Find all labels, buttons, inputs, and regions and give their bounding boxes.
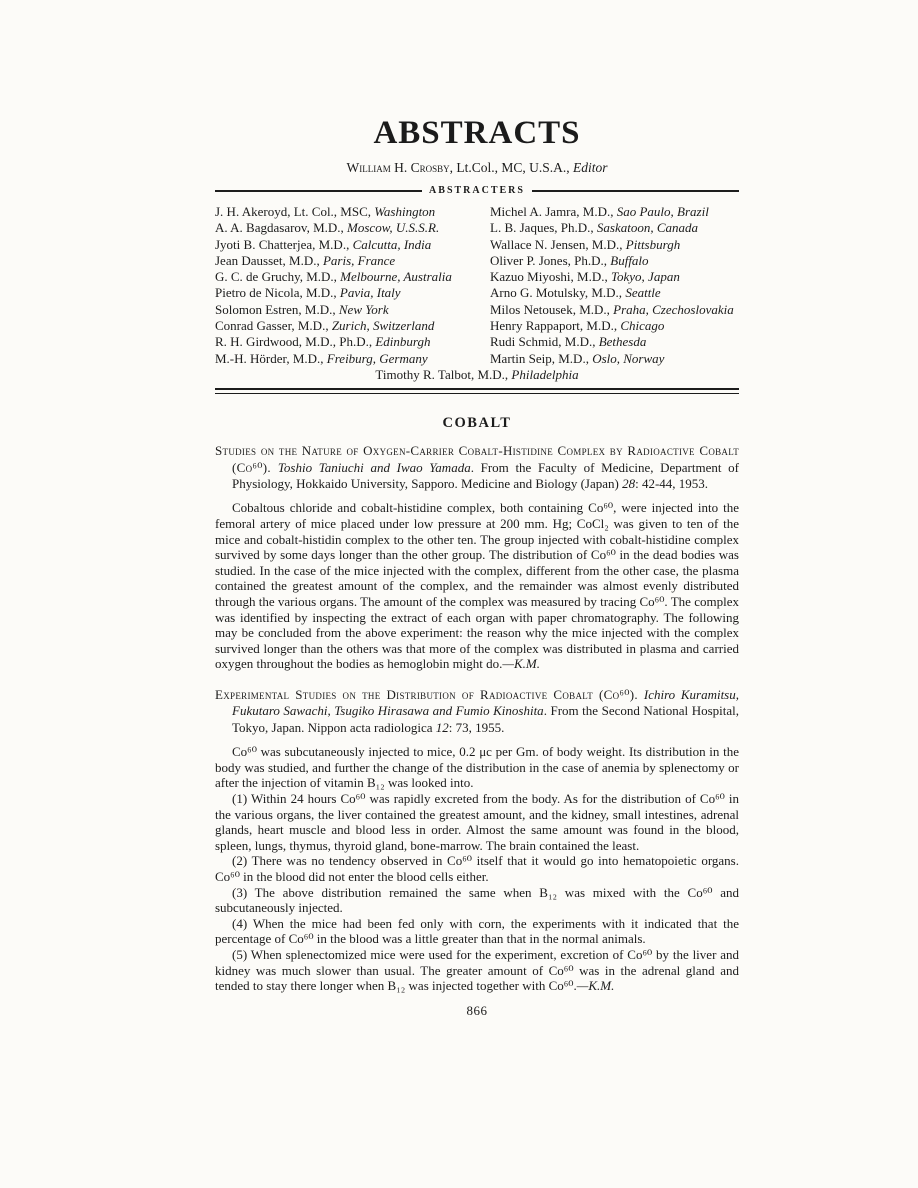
abstracter-row: Pietro de Nicola, M.D., Pavia, Italy [215, 285, 401, 301]
abstract-attribution: —K.M. [502, 656, 540, 672]
abstract-source: . From the Second National Hospital, Tokyo, Japan. Nippon acta radiologica [232, 703, 739, 735]
divider-double-rule [215, 388, 739, 394]
abstracter-row: A. A. Bagdasarov, M.D., Moscow, U.S.S.R. [215, 220, 440, 236]
editor-name: William H. Crosby [346, 160, 450, 175]
abstract-paragraph: (4) When the mice had been fed only with corn, the experiments with it indicated that the percentage of Co⁶⁰ in the blood was a little greater than that in the normal animals. [215, 915, 739, 947]
abstracter-row: Wallace N. Jensen, M.D., Pittsburgh [490, 236, 681, 252]
abstracter-row: Arno G. Motulsky, M.D., Seattle [490, 285, 661, 301]
abstracter-row: Conrad Gasser, M.D., Zurich, Switzerland [215, 318, 435, 334]
page-number: 866 [466, 1002, 488, 1018]
abstracters-column-left [215, 204, 480, 367]
abstract-title [215, 687, 739, 736]
abstracter-row: Milos Netousek, M.D., Praha, Czechoslovakia [490, 301, 734, 317]
page-content [215, 0, 739, 1019]
abstract-attribution: —K.M. [576, 978, 615, 994]
abstracter-row: Solomon Estren, M.D., New York [215, 301, 389, 317]
abstract-volume: 12 [435, 719, 449, 735]
abstracters-list [215, 204, 739, 367]
section-heading: COBALT [442, 415, 512, 432]
editor-role: Editor [573, 160, 608, 175]
abstracter-row: G. C. de Gruchy, M.D., Melbourne, Australia [215, 269, 452, 285]
abstracter-row-center: Timothy R. Talbot, M.D., Philadelphia [375, 366, 579, 382]
abstract-paragraph: Co⁶⁰ was subcutaneously injected to mice, 0.2 μc per Gm. of body weight. Its distribution in the body was studied, and further the change of the distribution in the case of anemia by splenectomy or after the injection of vitamin B₁₂ was looked into. [215, 744, 739, 791]
abstracter-row: Henry Rappaport, M.D., Chicago [490, 318, 665, 334]
abstract-citation: : 42-44, 1953. [635, 476, 709, 492]
abstract-entry [215, 443, 739, 672]
abstracter-row: Kazuo Miyoshi, M.D., Tokyo, Japan [490, 269, 680, 285]
abstract-paragraph: (3) The above distribution remained the same when B₁₂ was mixed with the Co⁶⁰ and subcutaneously injected. [215, 884, 739, 916]
abstracter-row: M.-H. Hörder, M.D., Freiburg, Germany [215, 350, 428, 366]
abstracter-row: R. H. Girdwood, M.D., Ph.D., Edinburgh [215, 334, 431, 350]
abstract-authors: Toshio Taniuchi and Iwao Yamada [277, 459, 471, 475]
abstracter-row: Martin Seip, M.D., Oslo, Norway [490, 350, 665, 366]
abstract-authors: Ichiro Kuramitsu, Fukutaro Sawachi, Tsugiko Hirasawa and Fumio Kinoshita [232, 687, 739, 719]
abstracter-row: Rudi Schmid, M.D., Bethesda [490, 334, 647, 350]
abstract-title-text: Studies on the Nature of Oxygen-Carrier Cobalt-Histidine Complex by Radioactive Cobalt (Co⁶⁰). [215, 443, 739, 475]
abstract-paragraph: (5) When splenectomized mice were used for the experiment, excretion of Co⁶⁰ by the liver and kidney was much slower than usual. The greater amount of Co⁶⁰ was in the adrenal gland and tended to stay there longer when B₁₂ was injected together with Co⁶⁰.—K.M. [215, 946, 739, 994]
abstract-entry [215, 687, 739, 994]
abstracters-column-right [480, 204, 739, 367]
page-title: ABSTRACTS [373, 115, 581, 151]
abstracter-row: Michel A. Jamra, M.D., Sao Paulo, Brazil [490, 204, 709, 219]
abstracter-row: L. B. Jaques, Ph.D., Saskatoon, Canada [490, 220, 699, 236]
abstract-title-text: Experimental Studies on the Distribution of Radioactive Cobalt (Co⁶⁰). [215, 687, 644, 703]
abstracter-row: Jean Dausset, M.D., Paris, France [215, 252, 396, 268]
abstract-paragraph: (2) There was no tendency observed in Co⁶⁰ itself that it would go into hematopoietic organs. Co⁶⁰ in the blood did not enter the blood cells either. [215, 853, 739, 884]
abstracter-row: Oliver P. Jones, Ph.D., Buffalo [490, 252, 649, 268]
abstracters-label: ABSTRACTERS [429, 185, 525, 196]
abstract-volume: 28 [622, 476, 636, 492]
abstract-title [215, 443, 739, 492]
abstract-source: . From the Faculty of Medicine, Department of Physiology, Hokkaido University, Sapporo. Medicine and Biology (Japan) [232, 459, 739, 492]
editor-titles: , Lt.Col., MC, U.S.A., [449, 160, 573, 175]
rule-line-right [532, 190, 739, 192]
abstract-paragraph: Cobaltous chloride and cobalt-histidine complex, both containing Co⁶⁰, were injected into the femoral artery of mice placed under low pressure at 200 mm. Hg; CoCl₂ was given to ten of the mice and cobalt-histidin complex to the other ten. The group injected with cobalt-histidine complex survived by some days longer than the other group. The distribution of Co⁶⁰ in the dead bodies was studied. In the case of the mice injected with the complex, different from the other case, the plasma contained the greatest amount of the complex, and the remainder was almost evenly distributed through the various organs. The amount of the complex was measured by tracing Co⁶⁰. The complex was identified by inspecting the extract of each organ with paper chromatography. The following may be concluded from the above experiment: the reason why the mice injected with the complex survived longer than the others was that more of the complex was distributed in plasma and carried oxygen throughout the bodies as hemoglobin might do.—K.M. [215, 500, 739, 672]
abstracter-row: J. H. Akeroyd, Lt. Col., MSC, Washington [215, 204, 436, 219]
abstracter-row: Jyoti B. Chatterjea, M.D., Calcutta, India [215, 236, 432, 252]
abstract-citation: : 73, 1955. [448, 719, 505, 735]
abstract-paragraph: (1) Within 24 hours Co⁶⁰ was rapidly excreted from the body. As for the distribution of Co⁶⁰ in the various organs, the liver contained the greatest amount, and the kidney, small intestines, adrenal glands, heart muscle and blood less in order. Almost the same amount was found in the blood, spleen, lungs, thymus, thyroid gland, bone-marrow. The brain contained the least. [215, 791, 739, 853]
editor-byline [215, 159, 739, 176]
rule-line-left [215, 190, 422, 192]
abstracters-rule [215, 186, 739, 196]
